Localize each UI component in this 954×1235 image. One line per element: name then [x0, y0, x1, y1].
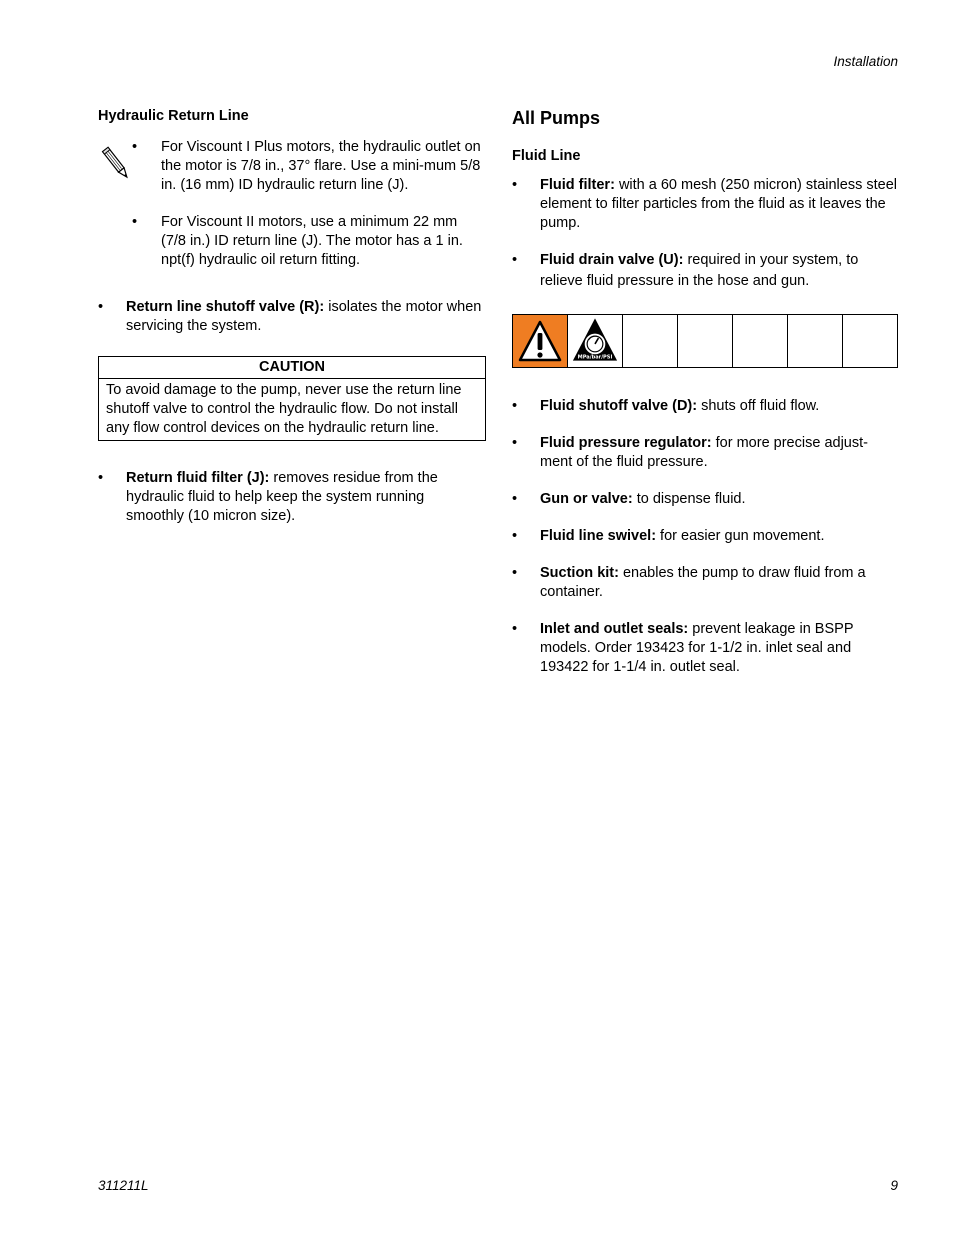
- pencil-icon: [100, 144, 132, 184]
- gun-or-valve-item: [512, 490, 898, 509]
- item-label: Return line shutoff valve (R):: [126, 299, 325, 315]
- warning-cell: [513, 315, 567, 367]
- fluid-filter-item: [512, 176, 898, 233]
- item-label: Suction kit:: [540, 565, 619, 581]
- fluid-shutoff-valve-item: [512, 397, 898, 416]
- footer-document-number: 311211L: [98, 1178, 149, 1193]
- item-label: Return fluid filter (J):: [126, 470, 270, 486]
- note-item: [132, 213, 486, 270]
- fluid-line-swivel-item: [512, 527, 898, 546]
- item-label: Fluid shutoff valve (D):: [540, 398, 698, 414]
- item-text: required in your system, to relieve fluid pressure in the hose and gun.: [540, 252, 859, 289]
- warning-symbol-table: [512, 314, 898, 368]
- note-block: [98, 138, 486, 270]
- caution-heading: CAUTION: [99, 357, 485, 379]
- caution-text: To avoid damage to the pump, never use the return line shutoff valve to control the hydraulic flow. Do not install any flow control devices on the hydraulic return line.: [106, 382, 462, 436]
- empty-cell: [787, 315, 842, 367]
- item-text: shuts off fluid flow.: [697, 398, 820, 414]
- item-text: prevent leakage in BSPP models. Order 193423 for 1-1/2 in. inlet seal and 193422 for 1-1/4 in. outlet seal.: [540, 621, 854, 675]
- item-label: Fluid line swivel:: [540, 528, 657, 544]
- shutoff-valve-item: [98, 298, 486, 336]
- pressure-units-label: MPa/bar/PSI: [577, 354, 613, 361]
- item-label: Fluid pressure regulator:: [540, 435, 712, 451]
- item-text: isolates the motor when servicing the system.: [126, 299, 482, 334]
- bullet-dot: •: [132, 139, 138, 155]
- left-column: [98, 107, 486, 526]
- item-text: with a 60 mesh (250 micron) stainless steel element to filter particles from the fluid as it leaves the pump.: [540, 177, 897, 231]
- fluid-pressure-regulator-item: [512, 434, 898, 472]
- hydraulic-return-line-heading: Hydraulic Return Line: [98, 108, 249, 124]
- bullet-dot: •: [512, 252, 518, 268]
- right-column: [512, 107, 898, 677]
- all-pumps-title: All Pumps: [512, 108, 601, 128]
- item-text: for easier gun movement.: [656, 528, 825, 544]
- empty-cell: [677, 315, 732, 367]
- note-item: [132, 138, 486, 195]
- item-label: Fluid drain valve (U):: [540, 252, 684, 268]
- inlet-outlet-seals-item: [512, 620, 898, 677]
- item-label: Gun or valve:: [540, 491, 633, 507]
- caution-box: [98, 356, 486, 441]
- item-text: enables the pump to draw fluid from a container.: [540, 565, 866, 600]
- bullet-dot: •: [512, 565, 518, 581]
- empty-cell: [622, 315, 677, 367]
- fluid-line-heading: Fluid Line: [512, 148, 581, 164]
- empty-cell: [842, 315, 897, 367]
- item-text: to dispense fluid.: [632, 491, 746, 507]
- item-label: Fluid filter:: [540, 177, 615, 193]
- item-text: for more precise adjust-ment of the fluid pressure.: [540, 435, 868, 470]
- item-label: Inlet and outlet seals:: [540, 621, 689, 637]
- empty-cell: [732, 315, 787, 367]
- bullet-dot: •: [132, 214, 138, 230]
- note-text: For Viscount II motors, use a minimum 22 mm (7/8 in.) ID return line (J). The motor has a 1 in. npt(f) hydraulic oil return fitting.: [161, 214, 463, 268]
- bullet-dot: •: [512, 435, 518, 451]
- item-text: removes residue from the hydraulic fluid to help keep the system running smoothly (10 micron size).: [126, 470, 438, 524]
- footer-page-number: 9: [890, 1178, 898, 1193]
- bullet-dot: •: [512, 528, 518, 544]
- running-header-section: Installation: [833, 54, 898, 69]
- bullet-dot: •: [98, 299, 104, 315]
- bullet-dot: •: [512, 621, 518, 637]
- warning-icon: [513, 315, 567, 367]
- note-text: For Viscount I Plus motors, the hydraulic outlet on the motor is 7/8 in., 37° flare. Use a mini-mum 5/8 in. (16 mm) ID hydraulic return line (J).: [161, 139, 481, 193]
- bullet-dot: •: [98, 470, 104, 486]
- pressure-relief-icon: [568, 315, 622, 367]
- bullet-dot: •: [512, 491, 518, 507]
- bullet-dot: •: [512, 398, 518, 414]
- fluid-drain-valve-item: [512, 250, 898, 292]
- pressure-relief-cell: [567, 315, 622, 367]
- suction-kit-item: [512, 564, 898, 602]
- return-filter-item: [98, 469, 486, 526]
- bullet-dot: •: [512, 177, 518, 193]
